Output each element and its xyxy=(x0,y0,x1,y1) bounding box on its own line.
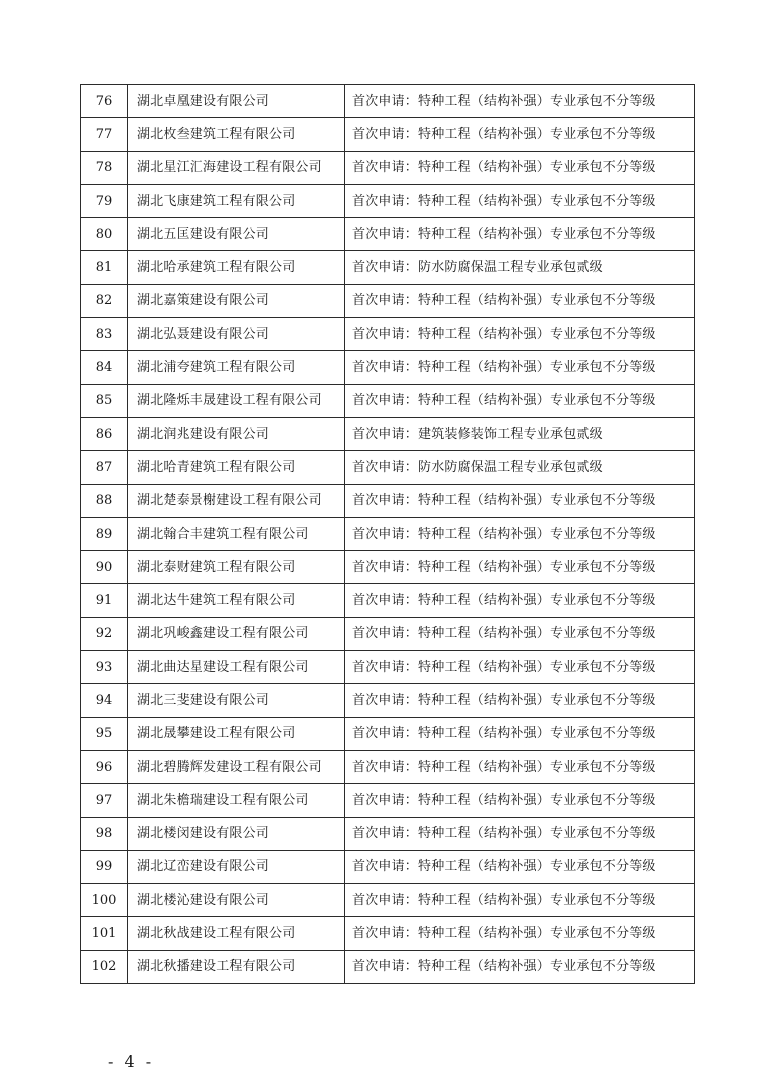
application-type-cell: 首次申请：特种工程（结构补强）专业承包不分等级 xyxy=(345,184,695,217)
row-number-cell: 83 xyxy=(81,318,128,351)
company-name-cell: 湖北楼沁建设有限公司 xyxy=(128,884,345,917)
table-row xyxy=(81,617,695,650)
row-number-cell: 90 xyxy=(81,551,128,584)
row-number-cell: 79 xyxy=(81,184,128,217)
application-type-cell: 首次申请：特种工程（结构补强）专业承包不分等级 xyxy=(345,617,695,650)
application-type-cell: 首次申请：特种工程（结构补强）专业承包不分等级 xyxy=(345,584,695,617)
company-name-cell: 湖北卓凰建设有限公司 xyxy=(128,85,345,118)
company-name-cell: 湖北三斐建设有限公司 xyxy=(128,684,345,717)
table-row xyxy=(81,950,695,983)
row-number-cell: 81 xyxy=(81,251,128,284)
row-number-cell: 85 xyxy=(81,384,128,417)
application-type-cell: 首次申请：特种工程（结构补强）专业承包不分等级 xyxy=(345,884,695,917)
table-row xyxy=(81,517,695,550)
table-row xyxy=(81,351,695,384)
table-row xyxy=(81,784,695,817)
application-type-cell: 首次申请：特种工程（结构补强）专业承包不分等级 xyxy=(345,784,695,817)
company-name-cell: 湖北枚叁建筑工程有限公司 xyxy=(128,118,345,151)
application-type-cell: 首次申请：特种工程（结构补强）专业承包不分等级 xyxy=(345,750,695,783)
table-row xyxy=(81,717,695,750)
table-row xyxy=(81,750,695,783)
company-name-cell: 湖北楚泰景榭建设工程有限公司 xyxy=(128,484,345,517)
row-number-cell: 87 xyxy=(81,451,128,484)
row-number-cell: 91 xyxy=(81,584,128,617)
table-row xyxy=(81,884,695,917)
application-type-cell: 首次申请：特种工程（结构补强）专业承包不分等级 xyxy=(345,85,695,118)
row-number-cell: 100 xyxy=(81,884,128,917)
application-type-cell: 首次申请：特种工程（结构补强）专业承包不分等级 xyxy=(345,151,695,184)
application-type-cell: 首次申请：特种工程（结构补强）专业承包不分等级 xyxy=(345,551,695,584)
company-name-cell: 湖北哈青建筑工程有限公司 xyxy=(128,451,345,484)
row-number-cell: 89 xyxy=(81,517,128,550)
row-number-cell: 88 xyxy=(81,484,128,517)
table-row xyxy=(81,318,695,351)
application-type-cell: 首次申请：特种工程（结构补强）专业承包不分等级 xyxy=(345,384,695,417)
table-row xyxy=(81,651,695,684)
company-name-cell: 湖北嘉策建设有限公司 xyxy=(128,284,345,317)
company-name-cell: 湖北碧腾辉发建设工程有限公司 xyxy=(128,750,345,783)
table-row xyxy=(81,218,695,251)
application-type-cell: 首次申请：特种工程（结构补强）专业承包不分等级 xyxy=(345,850,695,883)
row-number-cell: 97 xyxy=(81,784,128,817)
row-number-cell: 101 xyxy=(81,917,128,950)
row-number-cell: 76 xyxy=(81,85,128,118)
application-type-cell: 首次申请：防水防腐保温工程专业承包贰级 xyxy=(345,251,695,284)
application-type-cell: 首次申请：特种工程（结构补强）专业承包不分等级 xyxy=(345,218,695,251)
table-row xyxy=(81,850,695,883)
row-number-cell: 98 xyxy=(81,817,128,850)
company-name-cell: 湖北星江汇海建设工程有限公司 xyxy=(128,151,345,184)
company-name-cell: 湖北秋战建设工程有限公司 xyxy=(128,917,345,950)
company-name-cell: 湖北飞康建筑工程有限公司 xyxy=(128,184,345,217)
table-row xyxy=(81,451,695,484)
row-number-cell: 102 xyxy=(81,950,128,983)
table-row xyxy=(81,151,695,184)
application-type-cell: 首次申请：防水防腐保温工程专业承包贰级 xyxy=(345,451,695,484)
company-name-cell: 湖北润兆建设有限公司 xyxy=(128,417,345,450)
table-row xyxy=(81,284,695,317)
application-type-cell: 首次申请：特种工程（结构补强）专业承包不分等级 xyxy=(345,684,695,717)
table-row xyxy=(81,417,695,450)
table-row xyxy=(81,384,695,417)
application-type-cell: 首次申请：特种工程（结构补强）专业承包不分等级 xyxy=(345,817,695,850)
row-number-cell: 78 xyxy=(81,151,128,184)
application-type-cell: 首次申请：特种工程（结构补强）专业承包不分等级 xyxy=(345,517,695,550)
row-number-cell: 77 xyxy=(81,118,128,151)
table-body xyxy=(81,85,695,984)
company-name-cell: 湖北曲达星建设工程有限公司 xyxy=(128,651,345,684)
company-name-cell: 湖北达牛建筑工程有限公司 xyxy=(128,584,345,617)
company-name-cell: 湖北巩峻鑫建设工程有限公司 xyxy=(128,617,345,650)
application-type-cell: 首次申请：特种工程（结构补强）专业承包不分等级 xyxy=(345,917,695,950)
row-number-cell: 93 xyxy=(81,651,128,684)
table-row xyxy=(81,684,695,717)
table-row xyxy=(81,85,695,118)
page-number: - 4 - xyxy=(108,1052,155,1071)
table-row xyxy=(81,551,695,584)
table-row xyxy=(81,917,695,950)
application-type-cell: 首次申请：特种工程（结构补强）专业承包不分等级 xyxy=(345,651,695,684)
application-type-cell: 首次申请：特种工程（结构补强）专业承包不分等级 xyxy=(345,717,695,750)
company-name-cell: 湖北哈承建筑工程有限公司 xyxy=(128,251,345,284)
row-number-cell: 96 xyxy=(81,750,128,783)
company-list-table xyxy=(80,84,695,984)
application-type-cell: 首次申请：特种工程（结构补强）专业承包不分等级 xyxy=(345,318,695,351)
company-name-cell: 湖北晟攀建设工程有限公司 xyxy=(128,717,345,750)
row-number-cell: 82 xyxy=(81,284,128,317)
row-number-cell: 80 xyxy=(81,218,128,251)
company-name-cell: 湖北浦夸建筑工程有限公司 xyxy=(128,351,345,384)
company-name-cell: 湖北辽峦建设有限公司 xyxy=(128,850,345,883)
row-number-cell: 95 xyxy=(81,717,128,750)
table-row xyxy=(81,184,695,217)
row-number-cell: 99 xyxy=(81,850,128,883)
company-name-cell: 湖北隆烁丰晟建设工程有限公司 xyxy=(128,384,345,417)
application-type-cell: 首次申请：特种工程（结构补强）专业承包不分等级 xyxy=(345,484,695,517)
table-row xyxy=(81,251,695,284)
company-name-cell: 湖北弘聂建设有限公司 xyxy=(128,318,345,351)
application-type-cell: 首次申请：特种工程（结构补强）专业承包不分等级 xyxy=(345,950,695,983)
table-row xyxy=(81,118,695,151)
application-type-cell: 首次申请：特种工程（结构补强）专业承包不分等级 xyxy=(345,351,695,384)
table-row xyxy=(81,584,695,617)
application-type-cell: 首次申请：建筑装修装饰工程专业承包贰级 xyxy=(345,417,695,450)
table-row xyxy=(81,484,695,517)
company-name-cell: 湖北五匡建设有限公司 xyxy=(128,218,345,251)
row-number-cell: 86 xyxy=(81,417,128,450)
application-type-cell: 首次申请：特种工程（结构补强）专业承包不分等级 xyxy=(345,118,695,151)
application-type-cell: 首次申请：特种工程（结构补强）专业承包不分等级 xyxy=(345,284,695,317)
company-name-cell: 湖北楼闵建设有限公司 xyxy=(128,817,345,850)
company-name-cell: 湖北朱檐瑞建设工程有限公司 xyxy=(128,784,345,817)
row-number-cell: 84 xyxy=(81,351,128,384)
row-number-cell: 94 xyxy=(81,684,128,717)
company-name-cell: 湖北翰合丰建筑工程有限公司 xyxy=(128,517,345,550)
company-name-cell: 湖北泰财建筑工程有限公司 xyxy=(128,551,345,584)
table-row xyxy=(81,817,695,850)
company-name-cell: 湖北秋播建设工程有限公司 xyxy=(128,950,345,983)
row-number-cell: 92 xyxy=(81,617,128,650)
